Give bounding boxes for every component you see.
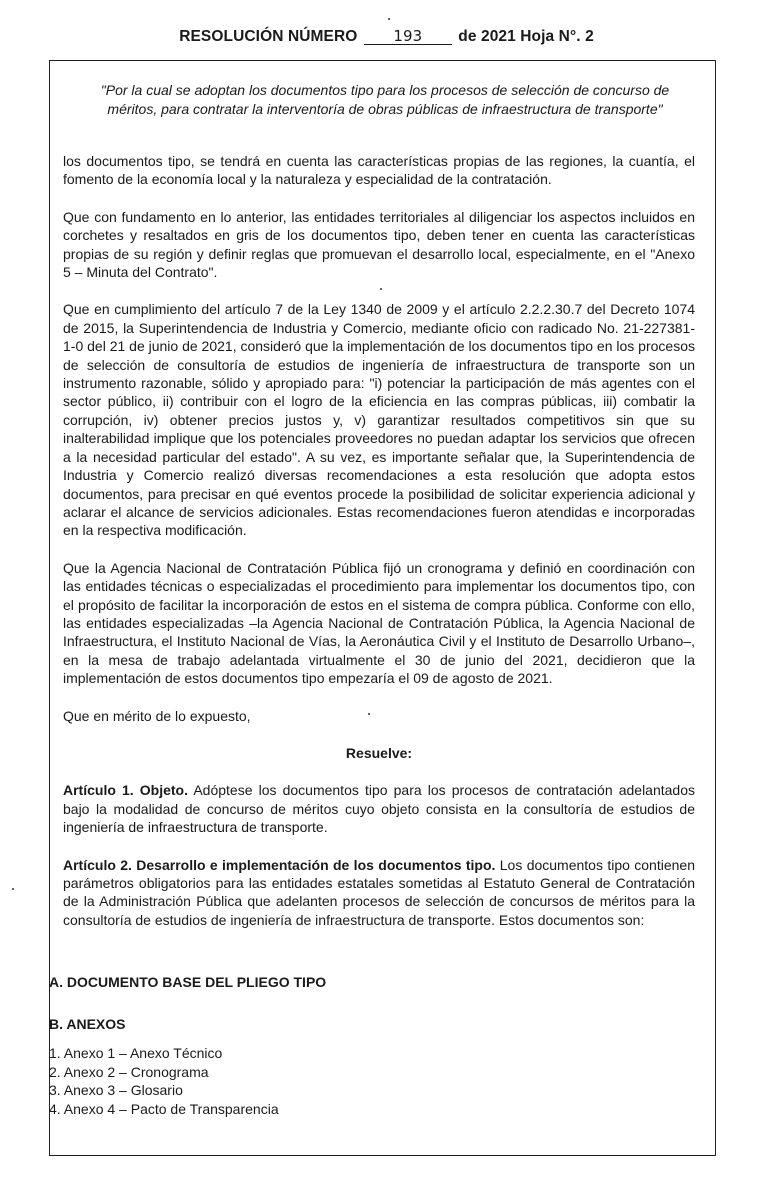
document-body bbox=[63, 152, 695, 948]
resolution-number: 193 bbox=[364, 28, 452, 45]
scan-speck bbox=[388, 18, 390, 20]
article-1 bbox=[63, 781, 695, 836]
section-b-heading: B. ANEXOS bbox=[49, 1016, 126, 1032]
header-prefix: RESOLUCIÓN NÚMERO bbox=[179, 28, 358, 45]
article-1-title: Artículo 1. Objeto. bbox=[63, 782, 188, 799]
epigraph: "Por la cual se adoptan los documentos tipo para los procesos de selección de concurso de méritos, para contratar la interventoría de obras públicas de infraestructura de transporte" bbox=[100, 82, 670, 117]
article-2-title: Artículo 2. Desarrollo e implementación de los documentos tipo. bbox=[63, 856, 496, 873]
header-suffix: de 2021 Hoja N°. 2 bbox=[458, 28, 594, 45]
scan-speck bbox=[368, 713, 370, 715]
paragraph-superintendence: Que en cumplimiento del artículo 7 de la Ley 1340 de 2009 y el artículo 2.2.2.30.7 del Decreto 1074 de 2015, la Superintendencia de Industria y Comercio, mediante oficio con radicado No. 21-227381-1-0 del 21 de junio de 2021, consideró que la implementación de los documentos tipo en los procesos de selección de consultoría de estudios de ingeniería de infraestructura de transporte son un instrumento razonable, sólido y apropiado para: "i) potenciar la participación de más agentes con el sector público, ii) contribuir con el logro de la eficiencia en las compras públicas, iii) combatir la corrupción, iv) obtener precios justos y, v) garantizar resultados competitivos sin que su inalterabilidad implique que los potenciales proveedores no puedan adaptar los servicios que ofrecen a la necesidad particular del estado". A su vez, es importante señalar que, la Superintendencia de Industria y Comercio realizó diversas recomendaciones a esta resolución que adopta estos documentos, para precisar en qué eventos procede la posibilidad de solicitar experiencia adicional y aclarar el alcance de servicios adicionales. Estas recomendaciones fueron atendidas e incorporadas en la respectiva modificación. bbox=[63, 301, 695, 539]
paragraph-territorial-entities: Que con fundamento en lo anterior, las entidades territoriales al diligenciar los aspectos incluidos en corchetes y resaltados en gris de los documentos tipo, deben tener en cuenta las características propias de su región y definir reglas que promuevan el desarrollo local, especialmente, en el "Anexo 5 – Minuta del Contrato". bbox=[63, 208, 695, 281]
section-a-heading: A. DOCUMENTO BASE DEL PLIEGO TIPO bbox=[49, 974, 327, 990]
annex-item: 3. Anexo 3 – Glosario bbox=[49, 1082, 183, 1099]
scan-speck bbox=[12, 888, 14, 890]
annex-item: 2. Anexo 2 – Cronograma bbox=[49, 1063, 209, 1080]
resuelve-heading: Resuelve: bbox=[345, 744, 413, 761]
scan-speck bbox=[380, 288, 382, 290]
article-2 bbox=[63, 856, 695, 930]
annex-item: 1. Anexo 1 – Anexo Técnico bbox=[49, 1045, 223, 1061]
paragraph-merit: Que en mérito de lo expuesto, bbox=[63, 707, 251, 724]
paragraph-schedule: Que la Agencia Nacional de Contratación Pública fijó un cronograma y definió en coordinación con las entidades técnicas o especializadas el procedimiento para implementar los documentos tipo, con el propósito de facilitar la incorporación de estos en el sistema de compra pública. Conforme con ello, las entidades especializadas –la Agencia Nacional de Contratación Pública, la Agencia Nacional de Infraestructura, el Instituto Nacional de Vías, la Aeronáutica Civil y el Instituto de Desarrollo Urbano–, en la mesa de trabajo adelantada virtualmente el 30 de junio del 2021, decidieron que la implementación de estos documentos tipo empezaría el 09 de agosto de 2021. bbox=[63, 559, 695, 687]
annex-list bbox=[49, 1044, 279, 1118]
article-2-body: Los documentos tipo contienen parámetros obligatorios para las entidades estatales sometidas al Estatuto General de Contratación de la Administración Pública que adelanten procesos de selección de concursos de méritos para la consultoría de estudios de ingeniería de infraestructura de transporte. Estos documentos son: bbox=[63, 856, 695, 928]
paragraph-regional-characteristics: los documentos tipo, se tendrá en cuenta las características propias de las regiones, la cuantía, el fomento de la economía local y la naturaleza y especialidad de la contratación. bbox=[63, 153, 695, 188]
annex-item: 4. Anexo 4 – Pacto de Transparencia bbox=[49, 1100, 279, 1117]
article-1-body: Adóptese los documentos tipo para los procesos de contratación adelantados bajo la modalidad de concurso de méritos cuyo objeto consista en la consultoría de estudios de ingeniería de infraestructura de transporte. bbox=[63, 782, 695, 836]
resolution-header bbox=[0, 28, 773, 46]
